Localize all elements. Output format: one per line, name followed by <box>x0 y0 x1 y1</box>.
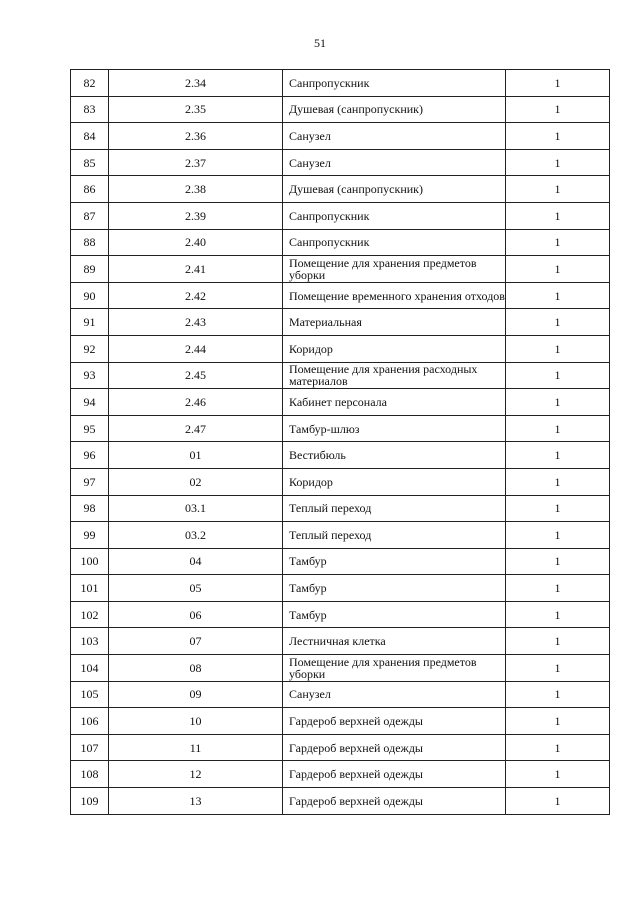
table-row <box>71 468 610 495</box>
row-number: 105 <box>71 681 109 708</box>
room-name: Помещение для хранения предметов уборки <box>283 256 506 283</box>
room-code: 03.2 <box>109 522 283 549</box>
row-number: 99 <box>71 522 109 549</box>
room-name: Кабинет персонала <box>283 389 506 416</box>
table-row <box>71 309 610 336</box>
row-number: 107 <box>71 734 109 761</box>
room-code: 2.45 <box>109 362 283 389</box>
room-code: 09 <box>109 681 283 708</box>
room-name: Душевая (санпропускник) <box>283 96 506 123</box>
row-number: 109 <box>71 788 109 815</box>
table-row <box>71 123 610 150</box>
table-row <box>71 708 610 735</box>
table-row <box>71 362 610 389</box>
table-row <box>71 96 610 123</box>
room-quantity: 1 <box>506 788 610 815</box>
room-code: 2.42 <box>109 282 283 309</box>
room-name: Помещение временного хранения отходов <box>283 282 506 309</box>
room-quantity: 1 <box>506 123 610 150</box>
table-row <box>71 389 610 416</box>
room-code: 06 <box>109 601 283 628</box>
room-name: Теплый переход <box>283 495 506 522</box>
room-name: Помещение для хранения предметов уборки <box>283 655 506 682</box>
room-name: Помещение для хранения расходных материалов <box>283 362 506 389</box>
table-row <box>71 256 610 283</box>
room-quantity: 1 <box>506 628 610 655</box>
room-quantity: 1 <box>506 389 610 416</box>
table-row <box>71 522 610 549</box>
table-row <box>71 788 610 815</box>
room-code: 2.37 <box>109 149 283 176</box>
room-quantity: 1 <box>506 176 610 203</box>
room-code: 2.46 <box>109 389 283 416</box>
room-code: 02 <box>109 468 283 495</box>
room-name: Коридор <box>283 335 506 362</box>
row-number: 101 <box>71 575 109 602</box>
room-quantity: 1 <box>506 362 610 389</box>
room-quantity: 1 <box>506 468 610 495</box>
room-code: 07 <box>109 628 283 655</box>
room-name: Теплый переход <box>283 522 506 549</box>
row-number: 84 <box>71 123 109 150</box>
table-row <box>71 548 610 575</box>
row-number: 87 <box>71 202 109 229</box>
room-quantity: 1 <box>506 548 610 575</box>
room-quantity: 1 <box>506 149 610 176</box>
table-row <box>71 655 610 682</box>
table-row <box>71 229 610 256</box>
room-quantity: 1 <box>506 415 610 442</box>
table-row <box>71 335 610 362</box>
table-row <box>71 282 610 309</box>
row-number: 91 <box>71 309 109 336</box>
room-name: Тамбур <box>283 548 506 575</box>
table-row <box>71 495 610 522</box>
row-number: 104 <box>71 655 109 682</box>
room-name: Санпропускник <box>283 229 506 256</box>
table-row <box>71 681 610 708</box>
table-row <box>71 601 610 628</box>
room-quantity: 1 <box>506 335 610 362</box>
row-number: 93 <box>71 362 109 389</box>
row-number: 86 <box>71 176 109 203</box>
room-code: 12 <box>109 761 283 788</box>
room-code: 2.40 <box>109 229 283 256</box>
room-quantity: 1 <box>506 761 610 788</box>
row-number: 85 <box>71 149 109 176</box>
room-code: 04 <box>109 548 283 575</box>
room-quantity: 1 <box>506 70 610 97</box>
room-code: 2.36 <box>109 123 283 150</box>
page-number: 51 <box>314 36 326 50</box>
room-name: Гардероб верхней одежды <box>283 708 506 735</box>
room-quantity: 1 <box>506 522 610 549</box>
rooms-table <box>70 69 610 815</box>
room-quantity: 1 <box>506 309 610 336</box>
row-number: 92 <box>71 335 109 362</box>
room-code: 2.34 <box>109 70 283 97</box>
room-quantity: 1 <box>506 495 610 522</box>
row-number: 95 <box>71 415 109 442</box>
room-code: 11 <box>109 734 283 761</box>
room-name: Вестибюль <box>283 442 506 469</box>
room-quantity: 1 <box>506 256 610 283</box>
room-name: Гардероб верхней одежды <box>283 734 506 761</box>
room-quantity: 1 <box>506 96 610 123</box>
row-number: 90 <box>71 282 109 309</box>
row-number: 89 <box>71 256 109 283</box>
room-quantity: 1 <box>506 282 610 309</box>
room-name: Санузел <box>283 123 506 150</box>
room-code: 01 <box>109 442 283 469</box>
room-name: Тамбур <box>283 601 506 628</box>
room-name: Коридор <box>283 468 506 495</box>
row-number: 97 <box>71 468 109 495</box>
row-number: 96 <box>71 442 109 469</box>
table-row <box>71 628 610 655</box>
room-name: Гардероб верхней одежды <box>283 788 506 815</box>
room-code: 2.35 <box>109 96 283 123</box>
room-code: 2.47 <box>109 415 283 442</box>
table-row <box>71 734 610 761</box>
room-quantity: 1 <box>506 442 610 469</box>
row-number: 100 <box>71 548 109 575</box>
room-name: Тамбур <box>283 575 506 602</box>
row-number: 98 <box>71 495 109 522</box>
room-name: Душевая (санпропускник) <box>283 176 506 203</box>
row-number: 83 <box>71 96 109 123</box>
table-row <box>71 202 610 229</box>
rooms-table-body <box>71 70 610 815</box>
room-code: 2.38 <box>109 176 283 203</box>
room-code: 13 <box>109 788 283 815</box>
room-code: 03.1 <box>109 495 283 522</box>
table-row <box>71 442 610 469</box>
room-code: 10 <box>109 708 283 735</box>
row-number: 103 <box>71 628 109 655</box>
row-number: 108 <box>71 761 109 788</box>
room-name: Санпропускник <box>283 202 506 229</box>
room-code: 2.44 <box>109 335 283 362</box>
room-code: 2.43 <box>109 309 283 336</box>
room-quantity: 1 <box>506 202 610 229</box>
row-number: 106 <box>71 708 109 735</box>
row-number: 88 <box>71 229 109 256</box>
row-number: 102 <box>71 601 109 628</box>
room-quantity: 1 <box>506 575 610 602</box>
room-name: Санузел <box>283 681 506 708</box>
room-quantity: 1 <box>506 734 610 761</box>
room-quantity: 1 <box>506 655 610 682</box>
table-row <box>71 149 610 176</box>
room-name: Санузел <box>283 149 506 176</box>
room-quantity: 1 <box>506 229 610 256</box>
room-code: 05 <box>109 575 283 602</box>
room-code: 08 <box>109 655 283 682</box>
room-name: Материальная <box>283 309 506 336</box>
room-name: Гардероб верхней одежды <box>283 761 506 788</box>
row-number: 94 <box>71 389 109 416</box>
row-number: 82 <box>71 70 109 97</box>
room-code: 2.41 <box>109 256 283 283</box>
table-row <box>71 415 610 442</box>
room-name: Санпропускник <box>283 70 506 97</box>
room-name: Тамбур-шлюз <box>283 415 506 442</box>
room-name: Лестничная клетка <box>283 628 506 655</box>
room-quantity: 1 <box>506 681 610 708</box>
room-code: 2.39 <box>109 202 283 229</box>
room-quantity: 1 <box>506 601 610 628</box>
room-quantity: 1 <box>506 708 610 735</box>
table-row <box>71 176 610 203</box>
table-row <box>71 575 610 602</box>
table-row <box>71 70 610 97</box>
table-row <box>71 761 610 788</box>
